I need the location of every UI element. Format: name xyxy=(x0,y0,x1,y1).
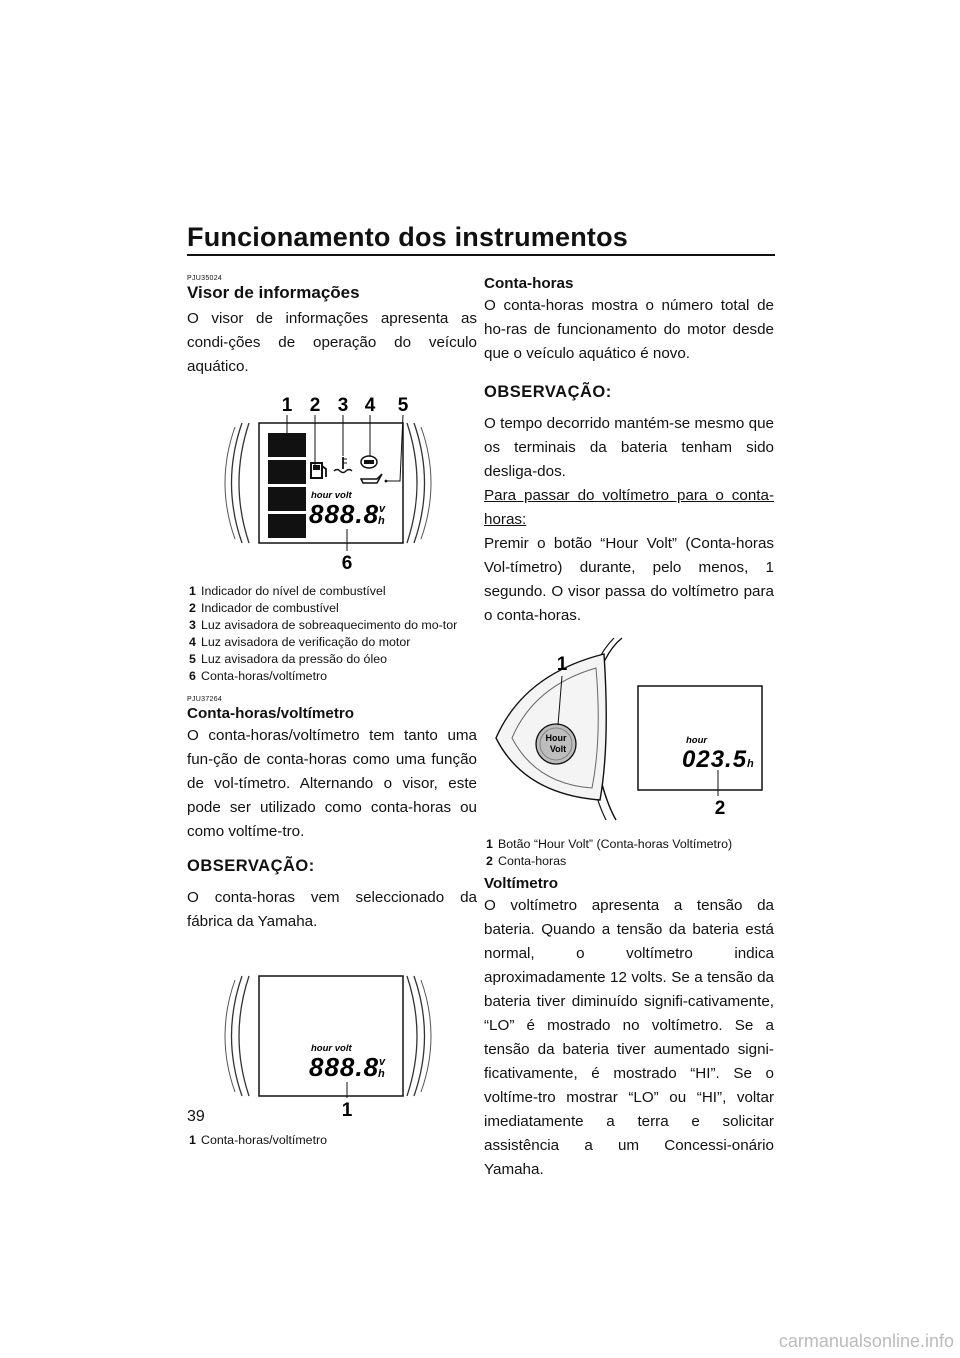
lcd-unit-h: h xyxy=(378,515,385,527)
section-code: PJU35024 xyxy=(187,275,223,282)
section-heading-hour-volt: Conta-horas/voltímetro xyxy=(187,705,355,722)
right-column xyxy=(484,274,774,1182)
paragraph-voltmeter: O voltímetro apresenta a tensão da bateria. Quando a tensão da bateria está normal, o voltímetro indica aproximadamente 12 volts. Se a tensão da bateria tiver diminuído signifi-cativamente, “LO” é mostrado no voltímetro. Se a tensão da bateria tiver aumentado signi-ficativamente, é mostrado “HI”. Se o voltíme-tro mostrar “LO” ou “HI”, voltar imediatamente a terra e solicitar assistência a um Concessi-onário Yamaha. xyxy=(484,897,774,1178)
section-heading-hour-meter: Conta-horas xyxy=(484,275,574,292)
callout-2: 2 xyxy=(309,395,321,416)
legend-item: 4 Luz avisadora de verificação do motor xyxy=(189,635,411,649)
page-number: 39 xyxy=(187,1108,205,1125)
figure-info-display xyxy=(187,393,477,581)
lcd-unit-v: v xyxy=(379,1056,386,1068)
figure-hour-volt-button xyxy=(484,634,774,832)
legend-hour-volt-button xyxy=(486,836,774,870)
section-heading-voltmeter: Voltímetro xyxy=(484,875,558,892)
legend-item: 6 Conta-horas/voltímetro xyxy=(189,669,328,683)
lcd-mode-label: hour volt xyxy=(311,490,352,501)
fuel-bar-3 xyxy=(268,487,306,511)
lcd-mode-label: hour xyxy=(686,735,708,746)
legend-item: 1 Botão “Hour Volt” (Conta-horas Voltímetro) xyxy=(486,837,733,851)
info-display-illustration xyxy=(187,393,477,573)
hour-volt-button-illustration xyxy=(484,634,774,824)
legend-item: 5 Luz avisadora da pressão do óleo xyxy=(189,652,387,666)
fuel-bar-2 xyxy=(268,460,306,484)
left-column xyxy=(187,274,477,1149)
note-text: O conta-horas vem seleccionado da fábrica da Yamaha. xyxy=(187,889,477,930)
lcd-digits: 023.5 xyxy=(682,746,748,773)
callout-6: 6 xyxy=(341,553,353,573)
legend-item: 2 Conta-horas xyxy=(486,854,567,868)
button-label-hour: Hour xyxy=(545,733,567,743)
note-text: O tempo decorrido mantém-se mesmo que os terminais da bateria tenham sido desliga-dos. xyxy=(484,415,774,480)
page-title: Funcionamento dos instrumentos xyxy=(187,222,629,252)
section-heading-info-display: Visor de informações xyxy=(187,283,360,302)
lcd-unit-v: v xyxy=(379,503,386,515)
watermark: carmanualsonline.info xyxy=(778,1331,954,1351)
lcd-unit-h: h xyxy=(378,1068,385,1080)
callout-4: 4 xyxy=(364,395,376,416)
lcd-unit-h: h xyxy=(747,758,754,770)
callout-1: 1 xyxy=(556,654,568,675)
note-heading: OBSERVAÇÃO: xyxy=(484,383,612,401)
callout-1: 1 xyxy=(341,1100,353,1120)
fuel-bar-4 xyxy=(268,514,306,538)
lcd-digits: 888.8 xyxy=(309,1052,380,1082)
callout-3: 3 xyxy=(337,395,349,416)
lcd-mode-label: hour volt xyxy=(311,1043,352,1054)
figure-hour-volt-meter xyxy=(187,970,477,1128)
lcd-digits: 888.8 xyxy=(309,499,380,529)
paragraph-info-display: O visor de informações apresenta as condi-ções de operação do veículo aquático. xyxy=(187,310,477,375)
title-rule xyxy=(187,254,775,256)
legend-info-display xyxy=(189,583,477,685)
paragraph-hour-meter: O conta-horas mostra o número total de ho-ras de funcionamento do motor desde que o veículo aquático é novo. xyxy=(484,297,774,362)
callout-5: 5 xyxy=(397,395,409,416)
hour-volt-meter-illustration xyxy=(187,970,477,1120)
legend-item: 2 Indicador de combustível xyxy=(189,601,339,615)
switch-text: Premir o botão “Hour Volt” (Conta-horas Vol-tímetro) durante, pelo menos, 1 segundo. O visor passa do voltímetro para o conta-horas. xyxy=(484,535,774,624)
switch-heading: Para passar do voltímetro para o conta-horas: xyxy=(484,487,774,528)
button-label-volt: Volt xyxy=(549,744,567,754)
paragraph-hour-volt: O conta-horas/voltímetro tem tanto uma fun-ção de conta-horas como uma função de vol-tímetro. Alternando o visor, este pode ser utilizado como conta-horas ou como voltíme-tro. xyxy=(187,727,477,840)
legend-hour-volt-meter xyxy=(189,1132,477,1149)
legend-item: 1 Conta-horas/voltímetro xyxy=(189,1133,328,1147)
note-heading: OBSERVAÇÃO: xyxy=(187,857,315,875)
legend-item: 1 Indicador do nível de combustível xyxy=(189,584,386,598)
callout-1: 1 xyxy=(281,395,293,416)
legend-item: 3 Luz avisadora de sobreaquecimento do mo-tor xyxy=(189,618,458,632)
section-code: PJU37264 xyxy=(187,696,223,703)
callout-2: 2 xyxy=(714,798,726,819)
